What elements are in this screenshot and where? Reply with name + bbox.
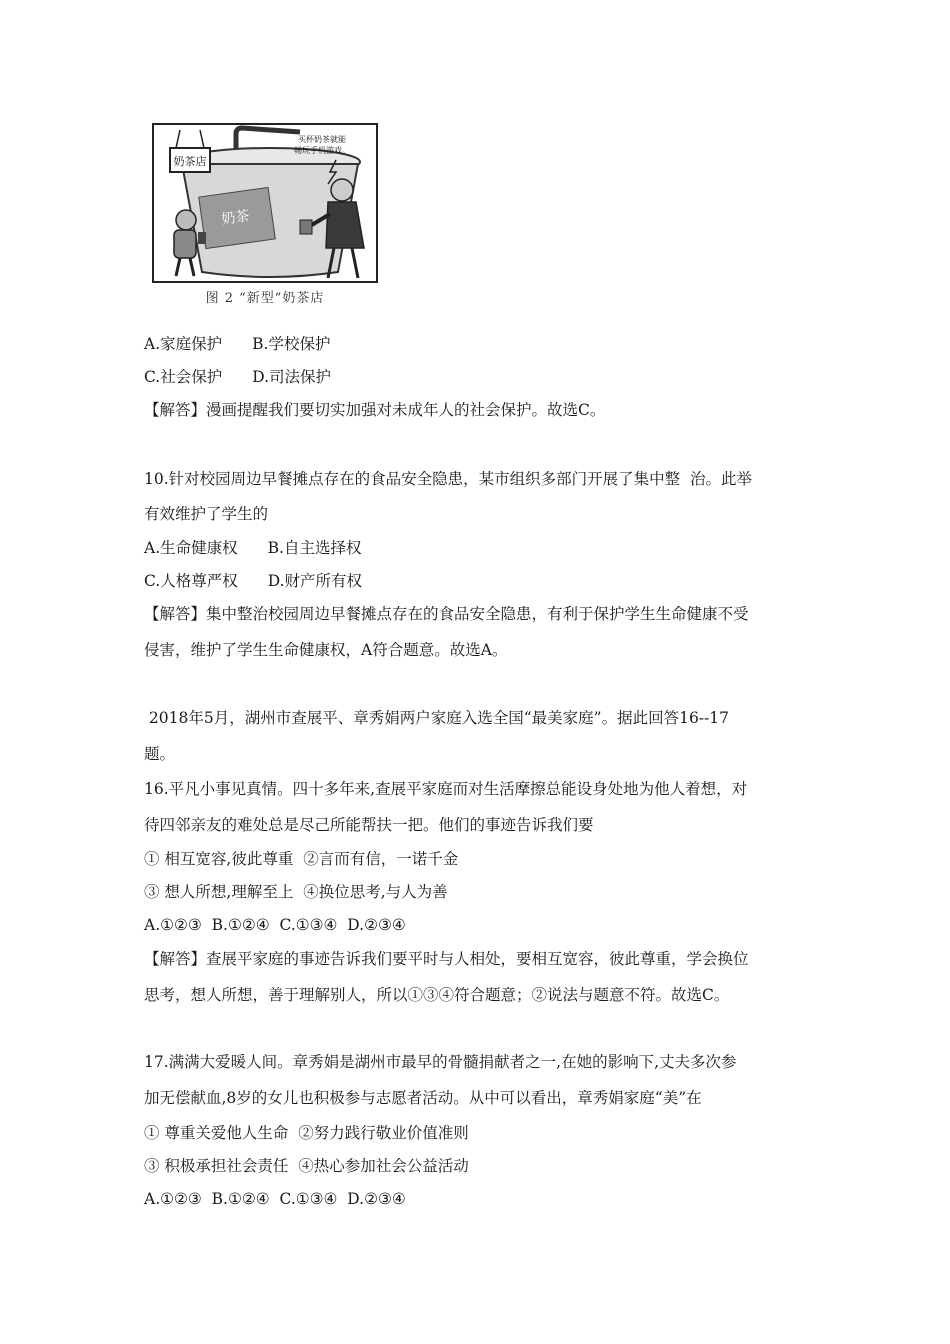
- q10-options-row2: [144, 571, 362, 591]
- q9-option-a: A.家庭保护: [144, 335, 223, 353]
- q17-options: A.①②③ B.①②④ C.①③④ D.②③④: [144, 1190, 406, 1208]
- sign-text: 奶茶店: [173, 155, 207, 168]
- q16-answer-line1: 【解答】查展平家庭的事迹告诉我们要平时与人相处，要相互宽容，彼此尊重，学会换位: [144, 950, 749, 968]
- q10-answer-line1: 【解答】集中整治校园周边早餐摊点存在的食品安全隐患，有利于保护学生生命健康不受: [144, 605, 749, 623]
- q9-option-b: B.学校保护: [252, 335, 331, 353]
- cup-text: 奶茶: [220, 208, 251, 228]
- q17-stem-line1: 17.满满大爱暖人间。章秀娟是湖州市最早的骨髓捐献者之一,在她的影响下,丈夫多次参: [144, 1053, 737, 1071]
- q9-option-c: C.社会保护: [144, 368, 223, 386]
- q10-option-a: A.生命健康权: [144, 539, 238, 557]
- q16-stem-line1: 16.平凡小事见真情。四十多年来,查展平家庭而对生活摩擦总能设身处地为他人着想，对: [144, 780, 748, 798]
- q17-item-line2: ③ 积极承担社会责任 ④热心参加社会公益活动: [144, 1157, 469, 1175]
- speech-text-line: 畅玩手机游戏。: [294, 146, 350, 155]
- q10-answer-line2: 侵害，维护了学生生命健康权，A符合题意。故选A。: [144, 641, 508, 659]
- q17-stem-line2: 加无偿献血,8岁的女儿也积极参与志愿者活动。从中可以看出，章秀娟家庭“美”在: [144, 1089, 702, 1107]
- q16-stem-line2: 待四邻亲友的难处总是尽己所能帮扶一把。他们的事迹告诉我们要: [144, 816, 594, 834]
- figure-caption: 图 2 “新型”奶茶店: [205, 291, 325, 306]
- q10-option-d: D.财产所有权: [267, 572, 363, 590]
- q9-option-d: D.司法保护: [252, 368, 332, 386]
- q9-options-row2: [144, 367, 331, 387]
- intro-line1: 2018年5月，湖州市查展平、章秀娟两户家庭入选全国“最美家庭”。据此回答16--17: [144, 709, 730, 727]
- milk-tea-cartoon: [150, 122, 380, 312]
- intro-line2: 题。: [144, 745, 176, 763]
- q10-option-c: C.人格尊严权: [144, 572, 238, 590]
- q16-answer-line2: 思考，想人所想，善于理解别人，所以①③④符合题意；②说法与题意不符。故选C。: [144, 986, 730, 1004]
- q10-stem-line2: 有效维护了学生的: [144, 505, 269, 523]
- q9-options-row1: [144, 334, 330, 354]
- q10-options-row1: [144, 538, 361, 558]
- q10-option-b: B.自主选择权: [267, 539, 362, 557]
- q10-stem-line1: 10.针对校园周边早餐摊点存在的食品安全隐患，某市组织多部门开展了集中整 治。此举: [144, 470, 753, 488]
- q17-item-line1: ① 尊重关爱他人生命 ②努力践行敬业价值准则: [144, 1124, 469, 1142]
- speech-text-line: 买杯奶茶就能: [298, 135, 346, 144]
- q9-answer: 【解答】漫画提醒我们要切实加强对未成年人的社会保护。故选C。: [144, 401, 606, 419]
- cartoon-figure: [150, 122, 380, 312]
- q16-item-line1: ① 相互宽容,彼此尊重 ②言而有信，一诺千金: [144, 850, 459, 868]
- q16-options: A.①②③ B.①②④ C.①③④ D.②③④: [144, 916, 406, 934]
- q16-item-line2: ③ 想人所想,理解至上 ④换位思考,与人为善: [144, 883, 448, 901]
